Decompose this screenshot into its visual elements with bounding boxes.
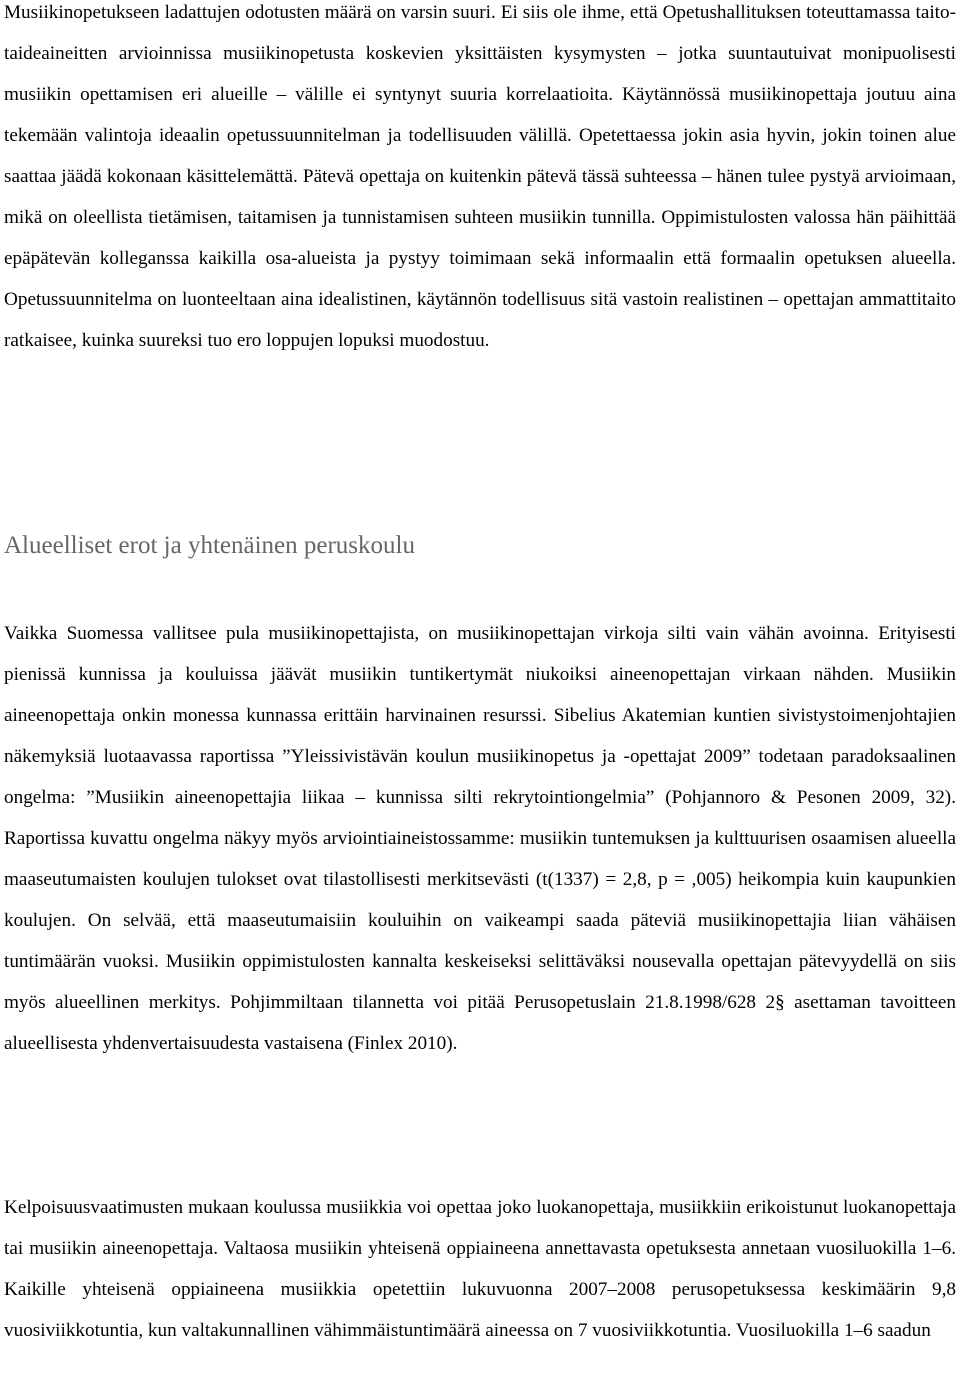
section-heading: Alueelliset erot ja yhtenäinen peruskoulu [4, 532, 415, 559]
body-paragraph: Kelpoisuusvaatimusten mukaan koulussa musiikkia voi opettaa joko luokanopettaja, musiikkiin erikoistunut luokanopettaja tai musiikin aineenopettaja. Valtaosa musiikin yhteisenä oppiaineena annettavasta opetuksesta annetaan vuosiluokilla 1–6. Kaikille yhteisenä oppiaineena musiikkia opetettiin lukuvuonna 2007–2008 perusopetuksessa keskimäärin 9,8 vuosiviikkotuntia, kun valtakunnallinen vähimmäistuntimäärä aineessa on 7 vuosiviikkotuntia. Vuosiluokilla 1–6 saadun [4, 1197, 956, 1341]
body-paragraph: Vaikka Suomessa vallitsee pula musiikinopettajista, on musiikinopettajan virkoja silti vain vähän avoinna. Erityisesti pienissä kunnissa ja kouluissa jäävät musiikin tuntikertymät niukoiksi aineenopettajan virkaan nähden. Musiikin aineenopettaja onkin monessa kunnassa erittäin harvinainen resurssi. Sibelius Akatemian kuntien sivistystoimenjohtajien näkemyksiä luotaavassa raportissa ”Yleissivistävän koulun musiikinopetus ja -opettajat 2009” todetaan paradoksaalinen ongelma: ”Musiikin aineenopettajia liikaa – kunnissa silti rekrytointiongelmia” (Pohjannoro & Pesonen 2009, 32). Raportissa kuvattu ongelma näkyy myös arviointiaineistossamme: musiikin tuntemuksen ja kulttuurisen osaamisen alueella maaseutumaisten koulujen tulokset ovat tilastollisesti merkitsevästi (t(1337) = 2,8, p = ,005) heikompia kuin kaupunkien koulujen. On selvää, että maaseutumaisiin kouluihin on vaikeampi saada päteviä musiikinopettajia liian vähäisen tuntimäärän vuoksi. Musiikin oppimistulosten kannalta keskeiseksi selittäväksi nousevalla opettajan pätevyydellä on siis myös alueellinen merkitys. Pohjimmiltaan tilannetta voi pitää Perusopetuslain 21.8.1998/628 2§ asettaman tavoitteen alueellisesta yhdenvertaisuudesta vastaisena (Finlex 2010). [4, 623, 956, 1054]
body-paragraph: Musiikinopetukseen ladattujen odotusten määrä on varsin suuri. Ei siis ole ihme, että Opetushallituksen toteuttamassa taito- taideaineitten arvioinnissa musiikinopetusta koskevien yksittäisten kysymysten – jotka suuntautuivat monipuolisesti musiikin opettamisen eri alueille – välille ei syntynyt suuria korrelaatioita. Käytännössä musiikinopettaja joutuu aina tekemään valintoja ideaalin opetussuunnitelman ja todellisuuden välillä. Opetettaessa jokin asia hyvin, jokin toinen alue saattaa jäädä kokonaan käsittelemättä. Pätevä opettaja on kuitenkin pätevä tässä suhteessa – hänen tulee pystyä arvioimaan, mikä on oleellista tietämisen, taitamisen ja tunnistamisen suhteen musiikin tunnilla. Oppimistulosten valossa hän päihittää epäpätevän kolleganssa kaikilla osa-alueista ja pystyy toimimaan sekä informaalin että formaalin opetuksen alueella. Opetussuunnitelma on luonteeltaan aina idealistinen, käytännön todellisuus sitä vastoin realistinen – opettajan ammattitaito ratkaisee, kuinka suureksi tuo ero loppujen lopuksi muodostuu. [4, 2, 956, 351]
